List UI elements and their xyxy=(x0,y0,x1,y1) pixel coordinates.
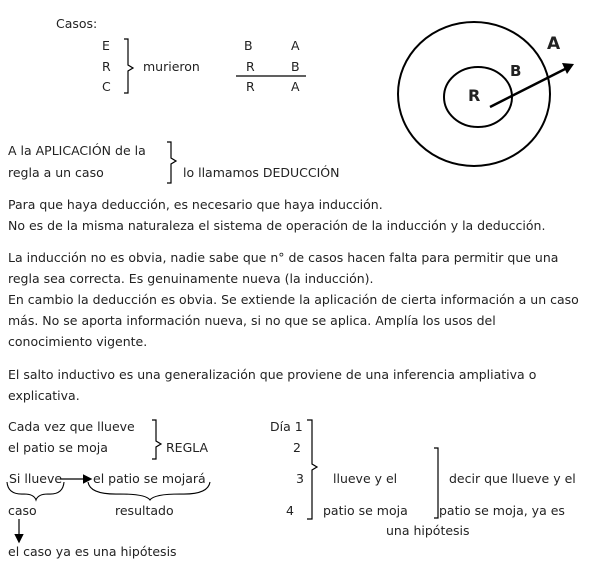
paragraph-line: conocimiento vigente. xyxy=(8,334,148,349)
outer-circle xyxy=(398,22,550,166)
case-letter-r: R xyxy=(102,59,111,74)
circle-label-b: B xyxy=(510,62,522,80)
decir-line1: decir que llueve y el xyxy=(449,471,576,486)
decir-line3: una hipótesis xyxy=(386,523,470,538)
deduccion-brace xyxy=(167,142,176,183)
llueve-line1: llueve y el xyxy=(333,471,398,486)
syllogism-r2-b: B xyxy=(291,59,300,74)
deduccion-line2: regla a un caso xyxy=(8,165,104,180)
dia-2: 2 xyxy=(293,440,301,455)
paragraph-line: El salto inductivo es una generalización que proviene de una inferencia ampliativa o xyxy=(8,367,537,382)
circle-label-r: R xyxy=(468,86,481,105)
casos-title: Casos: xyxy=(56,16,98,31)
syllogism-r3-b: A xyxy=(291,79,300,94)
dia-header: Día 1 xyxy=(270,419,303,434)
si-llueve-underbrace xyxy=(7,482,64,500)
dia-3: 3 xyxy=(296,471,304,486)
case-letter-e: E xyxy=(102,38,110,53)
case-letter-c: C xyxy=(102,79,111,94)
casos-brace xyxy=(124,39,133,93)
caso-text: caso xyxy=(8,503,37,518)
regla-line2: el patio se moja xyxy=(8,440,108,455)
paragraph-line: La inducción no es obvia, nadie sabe que n° de casos hacen falta para permitir que una xyxy=(8,250,559,265)
syllogism-r3-a: R xyxy=(246,79,255,94)
syllogism-r1-b: A xyxy=(291,38,300,53)
dia-4: 4 xyxy=(286,503,294,518)
circle-label-a: A xyxy=(547,34,561,54)
patio-mojara-text: el patio se mojará xyxy=(93,471,206,486)
deduccion-line1: A la APLICACIÓN de la xyxy=(8,143,146,158)
syllogism-r2-a: R xyxy=(246,59,255,74)
dias-brace xyxy=(307,420,317,519)
regla-label: REGLA xyxy=(166,440,209,455)
llueve-line2: patio se moja xyxy=(323,503,408,518)
paragraph-line: Para que haya deducción, es necesario que haya inducción. xyxy=(8,197,383,212)
hipotesis-text: el caso ya es una hipótesis xyxy=(8,544,177,559)
murieron-label: murieron xyxy=(143,59,200,74)
regla-brace xyxy=(152,420,161,459)
paragraph-line: regla sea correcta. Es genuinamente nueva (la inducción). xyxy=(8,271,374,286)
middle-circle xyxy=(444,67,512,127)
paragraph-line: explicativa. xyxy=(8,388,80,403)
decir-brace xyxy=(434,448,438,518)
regla-line1: Cada vez que llueve xyxy=(8,419,135,434)
resultado-text: resultado xyxy=(115,503,174,518)
paragraph-line: No es de la misma naturaleza el sistema de operación de la inducción y la deducción. xyxy=(8,218,546,233)
si-llueve-text: Si llueve xyxy=(9,471,63,486)
deduccion-result: lo llamamos DEDUCCIÓN xyxy=(183,165,340,180)
paragraph-line: más. No se aporta información nueva, si no que se aplica. Amplía los usos del xyxy=(8,313,496,328)
syllogism-r1-a: B xyxy=(244,38,253,53)
patio-underbrace xyxy=(88,482,210,500)
paragraph-line: En cambio la deducción es obvia. Se extiende la aplicación de cierta información a un caso xyxy=(8,292,579,307)
circle-arrow xyxy=(490,62,571,107)
decir-line2: patio se moja, ya es xyxy=(439,503,565,518)
